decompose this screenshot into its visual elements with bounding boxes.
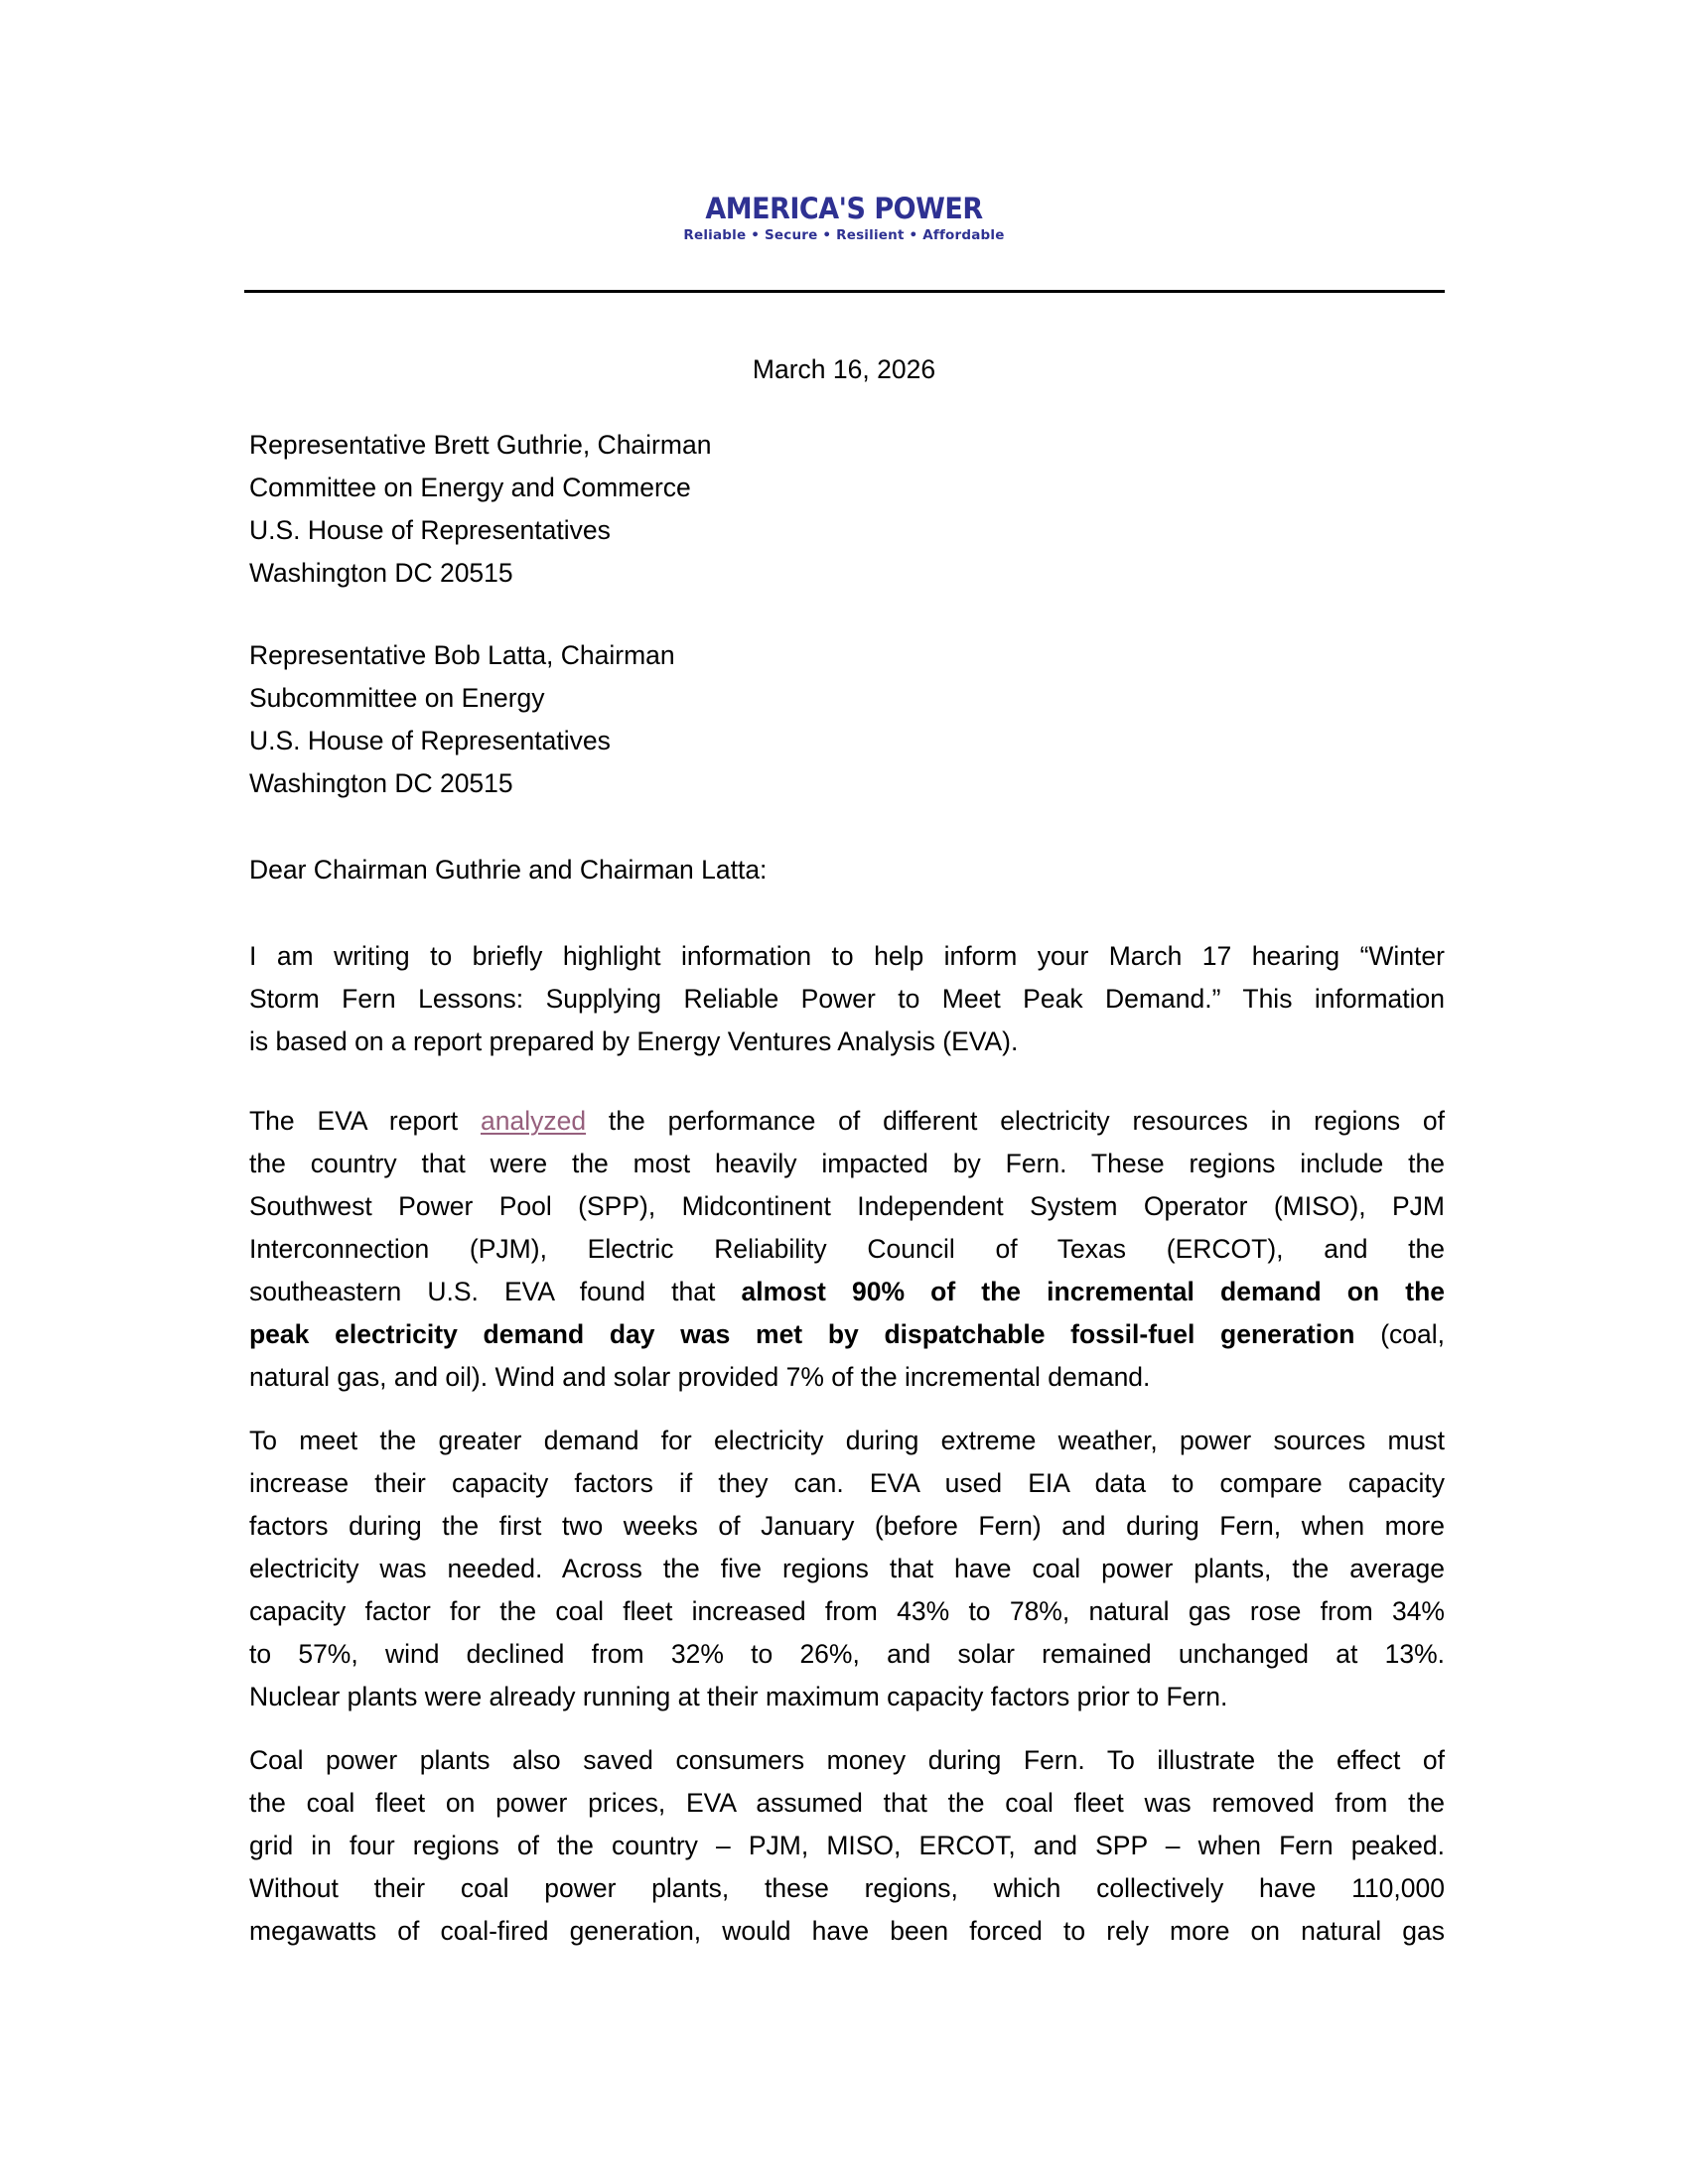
paragraph-line: grid in four regions of the country – PJM, MISO, ERCOT, and SPP – when Fern peaked. (249, 1831, 1445, 1860)
address-line: Subcommittee on Energy (249, 683, 545, 713)
americas-power-logo (596, 193, 1092, 244)
paragraph-line: the coal fleet on power prices, EVA assumed that the coal fleet was removed from the (249, 1788, 1445, 1818)
text-span: The EVA report (249, 1106, 481, 1136)
paragraph-line (249, 1274, 1445, 1309)
key-finding-text: peak electricity demand day was met by dispatchable fossil-fuel generation (249, 1319, 1355, 1349)
paragraph-line: natural gas, and oil). Wind and solar provided 7% of the incremental demand. (249, 1362, 1151, 1392)
paragraph-line: megawatts of coal-fired generation, would have been forced to rely more on natural gas (249, 1916, 1445, 1946)
logo-tagline: Reliable • Secure • Resilient • Affordable (683, 227, 1005, 243)
paragraph-line: I am writing to briefly highlight information to help inform your March 17 hearing “Winter (249, 941, 1445, 971)
address-line: Representative Brett Guthrie, Chairman (249, 430, 712, 460)
paragraph-line (249, 1103, 1445, 1139)
paragraph-line: electricity was needed. Across the five regions that have coal power plants, the average (249, 1554, 1445, 1583)
key-finding-text: almost 90% of the incremental demand on the (741, 1277, 1445, 1306)
paragraph-line: is based on a report prepared by Energy Ventures Analysis (EVA). (249, 1026, 1019, 1056)
paragraph-line: to 57%, wind declined from 32% to 26%, and solar remained unchanged at 13%. (249, 1639, 1445, 1669)
letter-date: March 16, 2026 (752, 354, 936, 384)
logo-title: AMERICA'S POWER (705, 192, 983, 225)
paragraph-line: Nuclear plants were already running at their maximum capacity factors prior to Fern. (249, 1682, 1228, 1711)
address-line: Washington DC 20515 (249, 768, 513, 798)
address-line: U.S. House of Representatives (249, 515, 611, 545)
text-span: the performance of different electricity resources in regions of (586, 1106, 1446, 1136)
salutation: Dear Chairman Guthrie and Chairman Latta: (249, 855, 768, 885)
address-line: Committee on Energy and Commerce (249, 473, 691, 502)
paragraph-line: Southwest Power Pool (SPP), Midcontinent Independent System Operator (MISO), PJM (249, 1191, 1445, 1221)
paragraph-line (249, 1316, 1445, 1352)
address-line: Washington DC 20515 (249, 558, 513, 588)
analyzed-link[interactable]: analyzed (481, 1106, 587, 1136)
paragraph-line: To meet the greater demand for electricity during extreme weather, power sources must (249, 1426, 1445, 1455)
paragraph-line: capacity factor for the coal fleet increased from 43% to 78%, natural gas rose from 34% (249, 1596, 1445, 1626)
paragraph-line: Interconnection (PJM), Electric Reliability Council of Texas (ERCOT), and the (249, 1234, 1445, 1264)
text-span: southeastern U.S. EVA found that (249, 1277, 742, 1306)
text-span: (coal, (1354, 1319, 1445, 1349)
paragraph-line: the country that were the most heavily impacted by Fern. These regions include the (249, 1149, 1445, 1178)
paragraph-line: Coal power plants also saved consumers money during Fern. To illustrate the effect of (249, 1745, 1445, 1775)
paragraph-line: Without their coal power plants, these regions, which collectively have 110,000 (249, 1873, 1445, 1903)
header-divider (244, 290, 1445, 293)
address-line: Representative Bob Latta, Chairman (249, 640, 675, 670)
paragraph-line: factors during the first two weeks of January (before Fern) and during Fern, when more (249, 1511, 1445, 1541)
address-line: U.S. House of Representatives (249, 726, 611, 755)
paragraph-line: Storm Fern Lessons: Supplying Reliable Power to Meet Peak Demand.” This information (249, 984, 1445, 1014)
paragraph-line: increase their capacity factors if they can. EVA used EIA data to compare capacity (249, 1468, 1445, 1498)
